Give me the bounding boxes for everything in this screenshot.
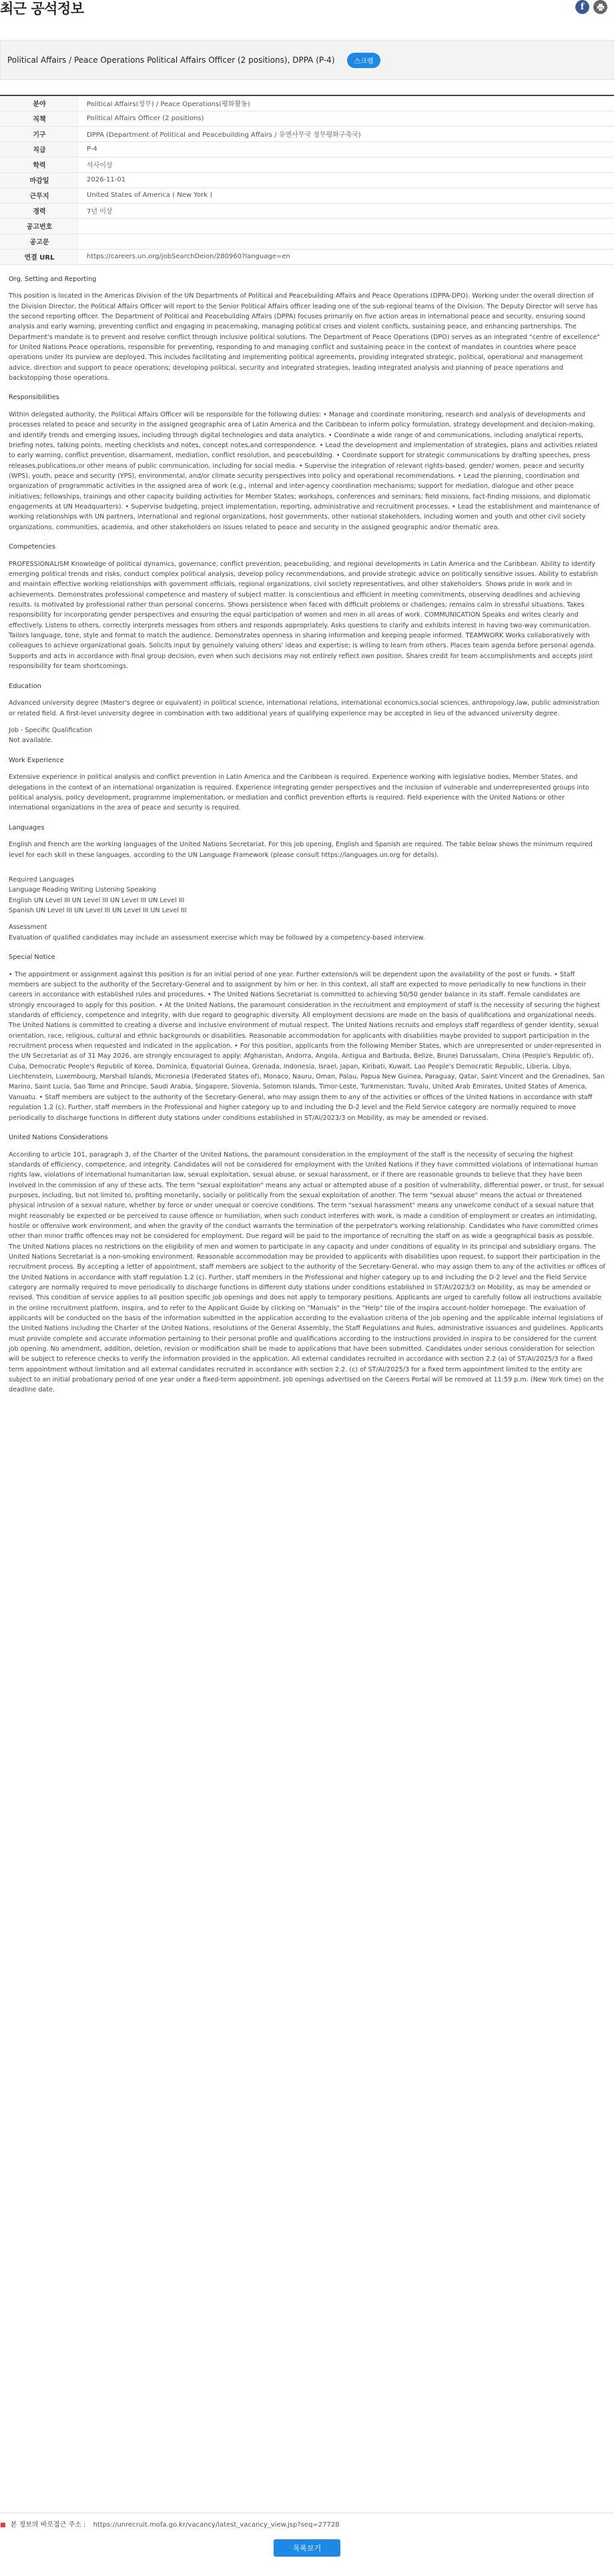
section-text-assessment: Evaluation of qualified candidates may include an assessment exercise which may be followed by a competency-based interview. xyxy=(9,934,425,942)
info-row xyxy=(0,218,614,234)
scrap-button[interactable]: 스크랩 xyxy=(347,53,381,68)
section-heading-job-specific: Job - Specific Qualification xyxy=(9,726,93,734)
section-text-org: This position is located in the Americas Division of the UN Departments of Political and Peacebuilding Affairs and Peace Operations (DPPA-DPO). Working under the overall direction of the Division Director, the Political Affairs Officer will report to the Senior Political Affairs officer leading one of the sub-regional teams of the Division. The Deputy Director will serve has the second reporting officer. The Department of Political and Peacebuilding Affairs (DPPA) focuses primarily on five action areas in international peace and security, ensuring sound analysis and early warning, preventing conflict and engaging in peacemaking, managing political crises and violent conflicts, sustaining peace, and enhancing partnerships. The Department's mandate is to prevent and resolve conflict through inclusive political solutions. The Department of Peace Operations (DPO) serves as an integrated "centre of excellence" for United Nations Peace operations, responsible for preventing, responding to and managing conflict and sustaining peace in the context of mandates in countries where peace operations under its purview are deployed. This includes facilitating and implementing political agreements, providing integrated strategic, political, operational and management advice, direction and support to peace operations; developing political, security and integrated strategies, leading integrated analysis and planning of peace operations and backstopping those operations. xyxy=(9,292,600,382)
info-label: 공고번호 xyxy=(0,218,79,234)
info-value: United States of America ( New York ) xyxy=(87,192,213,199)
info-label: 기구 xyxy=(0,126,79,141)
info-label: 직급 xyxy=(0,141,79,157)
section-heading-competencies: Competencies xyxy=(9,543,55,551)
info-value: Political Affairs Officer (2 positions) xyxy=(87,115,204,122)
list-button[interactable]: 목록보기 xyxy=(274,2539,340,2557)
section-heading-un-considerations: United Nations Considerations xyxy=(9,1133,108,1141)
info-value: 석사이상 xyxy=(87,162,113,170)
info-label: 경력 xyxy=(0,203,79,218)
info-value: 2026-11-01 xyxy=(87,176,126,184)
facebook-icon[interactable] xyxy=(575,0,589,14)
info-value: 7년 이상 xyxy=(87,208,113,216)
job-specific-block xyxy=(9,725,605,746)
info-label: 마감일 xyxy=(0,172,79,188)
required-languages-spanish-row: Spanish UN Level III UN Level III UN Level III UN Level III xyxy=(9,907,187,914)
section-text-job-specific: Not available. xyxy=(9,737,53,745)
facebook-icon-glyph: f xyxy=(580,2,585,12)
info-value xyxy=(79,234,614,249)
assessment-block xyxy=(9,922,605,943)
print-icon[interactable] xyxy=(593,0,607,14)
info-value: P-4 xyxy=(87,145,97,153)
page-header xyxy=(0,0,614,20)
info-table xyxy=(0,95,614,265)
printer-glyph xyxy=(597,3,605,11)
info-row xyxy=(0,95,614,111)
info-label: 연결 URL xyxy=(0,249,79,264)
section-heading-languages: Languages xyxy=(9,824,45,832)
info-row xyxy=(0,188,614,203)
section-text-competencies: PROFESSIONALISM Knowledge of political dynamics, governance, conflict prevention, peacebuilding, and regional developments in Latin America and the Caribbean. Ability to identify emerging political trends and risks, conduct complex political analysis, develop policy recommendations, and provide strategic advice on politically sensitive issues. Ability to establish and maintain effective working relationships with government officials, regional organizations, civil society representatives, and other stakeholders. Shows pride in work and in achievements. Demonstrates professional competence and mastery of subject matter. Is conscientious and efficient in meeting commitments, observing deadlines and achieving results. Is motivated by professional rather than personal concerns. Shows persistence when faced with difficult problems or challenges; remains calm in stressful situations. Takes responsibility for incorporating gender perspectives and ensuring the equal participation of women and men in all areas of work. COMMUNICATION Speaks and writes clearly and effectively. Listens to others, correctly interprets messages from others and responds appropriately. Asks questions to clarify and exhibits interest in having two-way communication. Tailors language, tone, style and format to match the audience. Demonstrates openness in sharing information and keeping people informed. TEAMWORK Works collaboratively with colleagues to achieve organizational goals. Solicits input by genuinely valuing others' ideas and expertise; is willing to learn from others. Places team agenda before personal agenda. Supports and acts in accordance with final group decision, even when such decisions may not entirely reflect own position. Shares credit for team accomplishments and accepts joint responsibility for team shortcomings. xyxy=(9,560,598,671)
info-row xyxy=(0,157,614,172)
info-value xyxy=(79,218,614,234)
required-languages-block xyxy=(9,875,605,916)
section-text-un-considerations: According to article 101, paragraph 3, of the Charter of the United Nations, the paramount consideration in the employment of the staff is the necessity of securing the highest standards of efficiency, competence, and integrity. Candidates will not be considered for employment with the United Nations if they have committed violations of international human rights law, violations of international humanitarian law, sexual exploitation, sexual abuse, or sexual harassment, or if there are reasonable grounds to believe that they have been involved in the commission of any of these acts. The term "sexual exploitation" means any actual or attempted abuse of a position of vulnerability, differential power, or trust, for sexual purposes, including, but not limited to, profiting monetarily, socially or politically from the sexual exploitation of another. The term "sexual abuse" means the actual or threatened physical intrusion of a sexual nature, whether by force or under unequal or coercive conditions. The term "sexual harassment" means any unwelcome conduct of a sexual nature that might reasonably be expected or be perceived to cause offence or humiliation, when such conduct interferes with work, is made a condition of employment or creates an intimidating, hostile or offensive work environment, and when the gravity of the conduct warrants the termination of the perpetrator's working relationship. Candidates who have committed crimes other than minor traffic offences may not be considered for employment. Due regard will be paid to the importance of recruiting the staff on as wide a geographical basis as possible. The United Nations places no restrictions on the eligibility of men and women to participate in any capacity and under conditions of equality in its principal and subsidiary organs. The United Nations Secretariat is a non-smoking environment. Reasonable accommodation may be provided to applicants with disabilities upon request, to support their participation in the recruitment process. By accepting a letter of appointment, staff members are subject to the authority of the Secretary-General, who may assign them to any of the activities or offices of the United Nations in accordance with staff regulation 1.2 (c). Further, staff members in the Professional and higher category up to and including the D-2 level and the Field Service category are normally required to move periodically to discharge functions in different duty stations under conditions established in ST/AI/2023/3 on Mobility, as may be amended or revised. This condition of service applies to all position specific job openings and does not apply to temporary positions. Applicants are urged to carefully follow all instructions available in the online recruitment platform, inspira, and to refer to the Applicant Guide by clicking on "Manuals" in the "Help" tile of the inspira account-holder homepage. The evaluation of applicants will be conducted on the basis of the information submitted in the application according to the evaluation criteria of the job opening and the applicable internal legislations of the United Nations including the Charter of the United Nations, resolutions of the General Assembly, the Staff Regulations and Rules, administrative issuances and guidelines. Applicants must provide complete and accurate information pertaining to their personal profile and qualifications according to the instructions provided in inspira to be considered for the current job opening. No amendment, addition, deletion, revision or modification shall be made to applications that have been submitted. Candidates under serious consideration for selection will be subject to reference checks to verify the information provided in the application. All external candidates recruited in accordance with section 2.2 (a) of ST/AI/2025/3 for a fixed term appointment without limitation and all external candidates recruited in accordance with section 2.2. (c) of ST/AI/2025/3 for a fixed term appointment limited to the entity are subject to an initial probationary period of one year under a fixed-term appointment. Job openings advertised on the Careers Portal will be removed at 11:59 p.m. (New York time) on the deadline date. xyxy=(9,1151,605,1394)
info-label: 직책 xyxy=(0,111,79,126)
info-row xyxy=(0,141,614,157)
info-row xyxy=(0,172,614,188)
info-value[interactable]: https://careers.un.org/jobSearchDeion/280960?language=en xyxy=(87,253,290,260)
section-heading-assessment: Assessment xyxy=(9,924,47,932)
posting-body xyxy=(0,274,614,1395)
posting-title-box xyxy=(0,40,614,80)
bullet-icon: ■ xyxy=(0,2522,6,2529)
info-label: 근무지 xyxy=(0,188,79,203)
info-value: Political Affairs(정무) / Peace Operations(평화활동) xyxy=(87,101,250,109)
info-row xyxy=(0,111,614,126)
direct-link-label: 본 정보의 바로접근 주소 xyxy=(10,2521,81,2529)
direct-link-url[interactable]: https://unrecruit.mofa.go.kr/vacancy/latest_vacancy_view.jsp?seq=27728 xyxy=(93,2521,340,2529)
section-heading-special-notice: Special Notice xyxy=(9,954,55,962)
section-text-special-notice: • The appointment or assignment against this position is for an initial period of one year. Further extension/s will be dependent upon the availability of the post or funds. • Staff members are subject to the authority of the Secretary-General and to assignment by him or her. In this context, all staff are expected to move periodically to new functions in their careers in accordance with established rules and procedures. • The United Nations Secretariat is committed to achieving 50/50 gender balance in its staff. Female candidates are strongly encouraged to apply for this position. • At the United Nations, the paramount consideration in the recruitment and employment of staff is the necessity of securing the highest standards of efficiency, competence and integrity, with due regard to geographic diversity. All employment decisions are made on the basis of qualifications and organizational needs. The United Nations is committed to creating a diverse and inclusive environment of mutual respect. The United Nations recruits and employs staff regardless of gender identity, sexual orientation, race, religious, cultural and ethnic backgrounds or disabilities. Reasonable accommodation for applicants with disabilities maybe provided to support participation in the recruitment process when requested and indicated in the application. • For this position, applicants from the following Member States, which are unrepresented or under-represented in the UN Secretariat as of 31 May 2026, are strongly encouraged to apply: Afghanistan, Andorra, Angola, Antigua and Barbuda, Belize, Brunei Darussalam, China (People's Republic of), Cuba, Democratic People's Republic of Korea, Dominica, Equatorial Guinea, Grenada, Indonesia, Israel, Japan, Kiribati, Kuwait, Lao People's Democratic Republic, Liberia, Libya, Liechtenstein, Luxembourg, Marshall Islands, Micronesia (Federated States of), Monaco, Nauru, Oman, Palau, Papua New Guinea, Paraguay, Qatar, Saint Vincent and the Grenadines, San Marino, Saint Lucia, Sao Tome and Principe, Saudi Arabia, Singapore, Slovenia, Solomon Islands, Timor-Leste, Turkmenistan, Tuvalu, United Arab Emirates, United States of America, Vanuatu. • Staff members are subject to the authority of the Secretary-General, who may assign them to any of the activities or offices of the United Nations in accordance with staff regulation 1.2 (c). Further, staff members in the Professional and higher category up to and including the D-2 level and the Field Service category are normally required to move periodically to discharge functions in different duty stations under conditions established in ST/AI/2023/3 on Mobility, as may be amended or revised. xyxy=(9,970,605,1122)
direct-link-colon: : xyxy=(81,2521,86,2529)
section-heading-education: Education xyxy=(9,682,41,690)
info-label: 공고문 xyxy=(0,234,79,249)
section-heading-work-experience: Work Experience xyxy=(9,756,64,764)
section-text-work-experience: Extensive experience in political analysis and conflict prevention in Latin America and the Caribbean is required. Experience working with legislative bodies, Member States, and delegations in the context of an international organization is required. Experience integrating gender perspectives and the inclusion of vulnerable and underrepresented groups into political analysis, policy development, programme implementation, or mediation and conflict prevention efforts is required. Field experience with the United Nations or other international organizations in the area of peace and security is required. xyxy=(9,773,589,812)
section-text-education: Advanced university degree (Master's degree or equivalent) in political science, international relations, international economics,social sciences, anthropology,law, public administration or related field. A first-level university degree in combination with two additional years of qualifying experience may be accepted in lieu of the advanced university degree. xyxy=(9,699,600,717)
info-label: 학력 xyxy=(0,157,79,172)
required-languages-header-row: Language Reading Writing Listening Speaking xyxy=(9,886,156,894)
required-languages-english-row: English UN Level III UN Level III UN Level III UN Level III xyxy=(9,896,185,904)
section-heading-required-languages: Required Languages xyxy=(9,876,75,884)
section-heading-org: Org. Setting and Reporting xyxy=(9,275,97,283)
info-row xyxy=(0,126,614,141)
posting-title: Political Affairs / Peace Operations Political Affairs Officer (2 positions), DPPA (P-4) xyxy=(7,55,335,65)
info-row xyxy=(0,249,614,264)
section-text-responsibilities: Within delegated authority, the Political Affairs Officer will be responsible for the following duties: • Manage and coordinate monitoring, research and analysis of developments and processes related to peace and security in the assigned geographic area of Latin America and the Caribbean to inform policy formulation, strategy development and decision-making, and identify trends and emerging issues, including through digital technologies and data analytics. • Coordinate a wide range of and communications, including analytical reports, briefing notes, talking points, meeting checklists and notes, concept notes,and correspondence. • Lead the development and implementation of strategies, plans and activities related to early warning, conflict prevention, disarmament, mediation, conflict resolution, and peacebuilding. • Coordinate support for strategic communications by drafting speeches, press releases,publications,or other means of public communication, including for social media. • Supervise the integration of relevant rights-based, gender/ women, peace and security (WPS), youth, peace and security (YPS), environmental, and/or climate security perspectives into policy and operational recommendations. • Lead the planning, coordination and organization of programmatic activities in the assigned area of work (e.g., internal and inter-agency coordination mechanisms; support for mediation, dialogue and other peace initiatives; fellowships, trainings and other capacity building activities for Member States; workshops, conferences and seminars; field missions, fact-finding missions, and diplomatic engagements at UN Headquarters). • Supervise budgeting, project implementation, reporting, administrative and recruitment processes. • Lead the establishment and maintenance of working relationships with UN partners, international and regional organizations, host governments, other national stakeholders, including women and youth and other civil society organizations, communities, academia, and other stakeholders on issues related to peace and security in the assigned geographic and/or thematic area. xyxy=(9,410,600,531)
share-icons xyxy=(575,0,607,14)
section-text-languages: English and French are the working languages of the United Nations Secretariat. For this job opening, English and Spanish are required. The table below shows the minimum required level for each skill in these languages, according to the UN Language Framework (please consult https://languages.un.org for details). xyxy=(9,841,593,859)
info-label: 분야 xyxy=(0,95,79,111)
page-title: 최근 공석정보 xyxy=(0,1,84,17)
info-row xyxy=(0,203,614,218)
direct-link-row xyxy=(0,2513,614,2529)
info-value: DPPA (Department of Political and Peacebuilding Affairs / 유엔사무국 정무평화구축국) xyxy=(87,131,361,139)
info-row xyxy=(0,234,614,249)
section-heading-responsibilities: Responsibilities xyxy=(9,394,59,402)
